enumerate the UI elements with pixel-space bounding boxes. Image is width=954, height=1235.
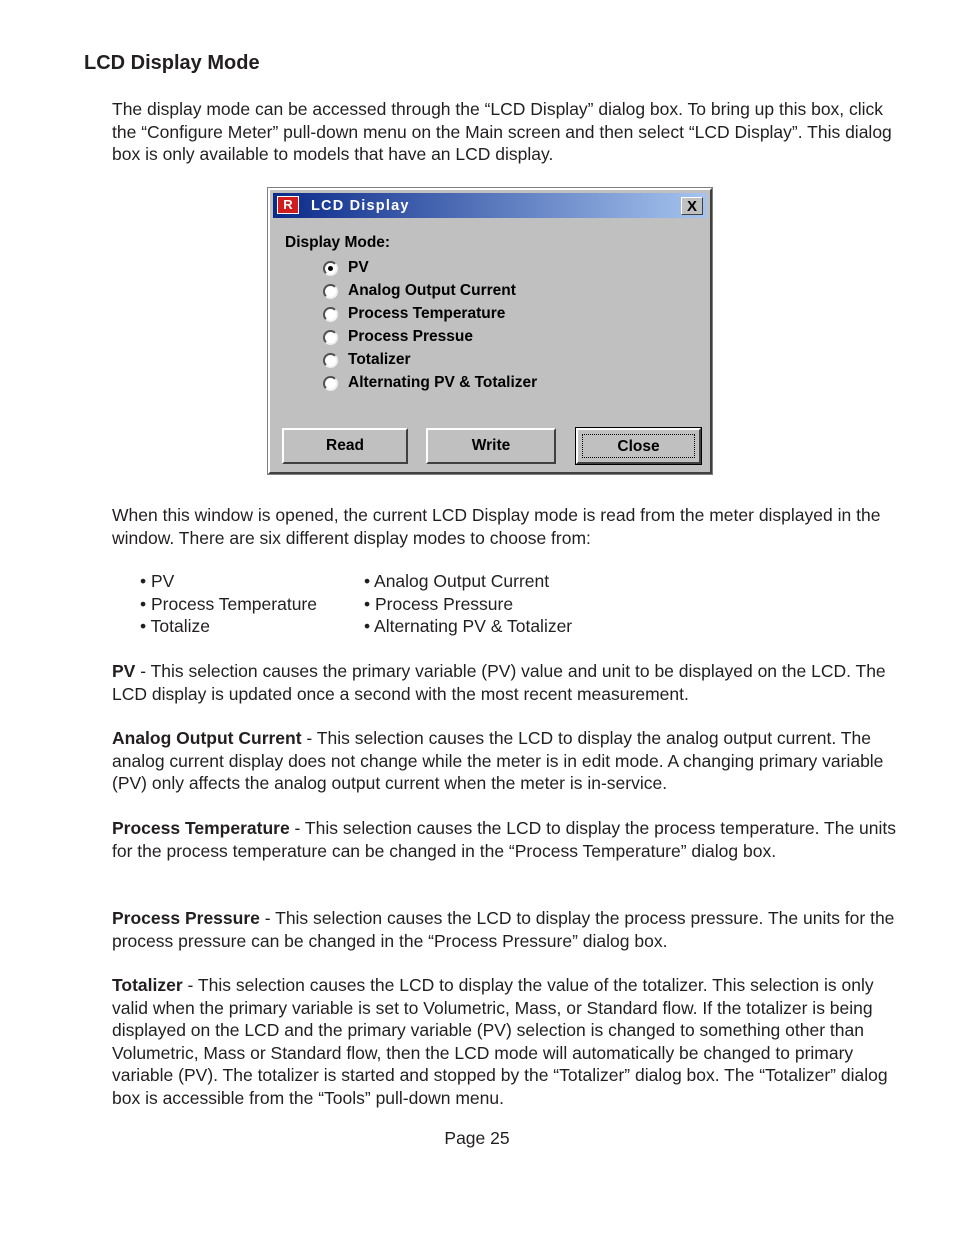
close-button[interactable] [576, 428, 701, 464]
app-logo-icon: R [277, 196, 299, 214]
list-item: • Totalize [140, 616, 211, 637]
process-pressure-description [112, 907, 902, 952]
close-icon[interactable]: X [681, 197, 703, 215]
term: Analog Output Current [112, 728, 302, 748]
term: Process Pressure [112, 908, 260, 928]
list-item: • Process Pressure [364, 593, 514, 614]
radio-button[interactable] [323, 307, 338, 322]
intro-paragraph: The display mode can be accessed through the “LCD Display” dialog box. To bring up this box, click the “Configure Meter” pull-down menu on the Main screen and then select “LCD Display”. This dialog box is only available to models that have an LCD display. [112, 99, 892, 165]
radio-label: Alternating PV & Totalizer [348, 374, 538, 391]
radio-label: Process Temperature [348, 305, 506, 322]
pv-description [112, 660, 902, 705]
radio-label: Process Pressue [348, 328, 473, 345]
display-mode-label: Display Mode: [285, 234, 391, 251]
description-text: - This selection causes the LCD to display the analog output current. The analog current display does not change while the meter is in edit mode. A changing primary variable (PV) only affects the analog output current when the meter is in-service. [112, 728, 884, 794]
radio-option-process-temperature[interactable] [323, 304, 505, 324]
description-text: - This selection causes the primary variable (PV) value and unit to be displayed on the LCD. The LCD display is updated once a second with the most recent measurement. [112, 661, 886, 704]
lcd-display-dialog [268, 188, 712, 474]
radio-option-analog-output-current[interactable] [323, 281, 516, 301]
list-item: • Process Temperature [140, 593, 317, 614]
radio-option-alternating[interactable] [323, 373, 537, 393]
list-item: • Analog Output Current [364, 571, 550, 591]
term: Totalizer [112, 975, 183, 995]
radio-button[interactable] [323, 330, 338, 345]
radio-label: Analog Output Current [348, 282, 516, 299]
totalizer-description [112, 974, 902, 1110]
radio-button[interactable] [323, 261, 338, 276]
radio-option-totalizer[interactable] [323, 350, 411, 370]
page-number: Page 25 [444, 1128, 510, 1148]
radio-option-pv[interactable] [323, 258, 369, 278]
dialog-title: LCD Display [311, 198, 410, 214]
radio-label: PV [348, 259, 369, 276]
close-button-label: Close [582, 434, 695, 458]
bullet-column-2 [364, 570, 572, 638]
description-text: - This selection causes the LCD to display the process temperature. The units for the process temperature can be changed in the “Process Temperature” dialog box. [112, 818, 897, 861]
process-temperature-description [112, 817, 902, 862]
term: PV [112, 661, 136, 681]
list-item: • PV [140, 571, 175, 591]
section-heading: LCD Display Mode [84, 52, 260, 74]
bullet-column-1 [140, 570, 317, 638]
write-button[interactable]: Write [426, 428, 556, 464]
radio-label: Totalizer [348, 351, 411, 368]
analog-output-description [112, 727, 902, 795]
term: Process Temperature [112, 818, 290, 838]
description-text: - This selection causes the LCD to display the value of the totalizer. This selection is only valid when the primary variable is set to Volumetric, Mass, or Standard flow. If the totalizer is being displayed on the LCD and the primary variable (PV) selection is changed to something other than Volumetric, Mass or Standard flow, then the LCD mode will automatically be changed to primary variable (PV). The totalizer is started and stopped by the “Totalizer” dialog box. The “Totalizer” dialog box is accessible from the “Tools” pull-down menu. [112, 975, 888, 1108]
radio-button[interactable] [323, 353, 338, 368]
list-item: • Alternating PV & Totalizer [364, 616, 573, 637]
radio-button[interactable] [323, 376, 338, 391]
read-button[interactable]: Read [282, 428, 408, 464]
radio-option-process-pressure[interactable] [323, 327, 473, 347]
description-text: - This selection causes the LCD to display the process pressure. The units for the process pressure can be changed in the “Process Pressure” dialog box. [112, 908, 895, 951]
dialog-titlebar[interactable] [273, 193, 707, 218]
radio-button[interactable] [323, 284, 338, 299]
after-dialog-paragraph: When this window is opened, the current LCD Display mode is read from the meter displayed in the window. There are six different display modes to choose from: [112, 505, 881, 548]
